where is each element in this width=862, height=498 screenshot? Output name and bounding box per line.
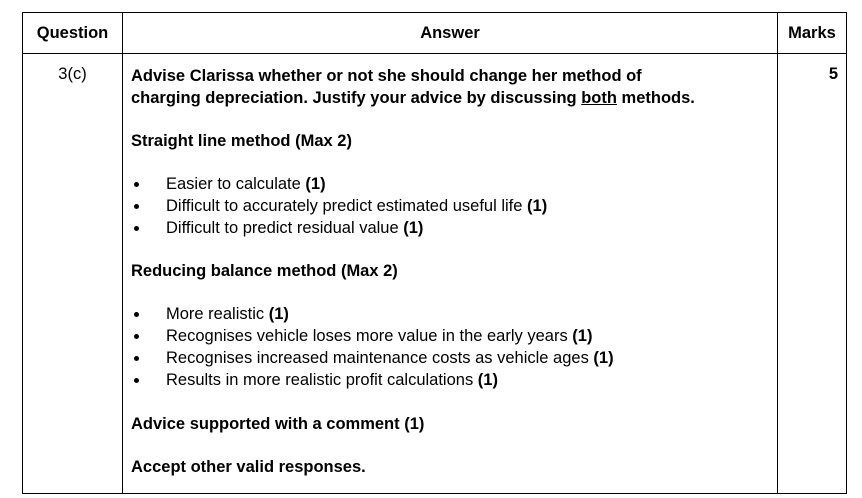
marks-value: 5 (778, 54, 847, 494)
straight-line-heading: Straight line method (Max 2) (131, 132, 352, 150)
answer-row (23, 54, 847, 494)
prompt: Advise Clarissa whether or not she should change her method of charging depreciation. Justify your advice by discussing both methods. (131, 67, 695, 107)
header-answer: Answer (123, 13, 778, 54)
question-number: 3(c) (23, 54, 123, 494)
advice-line: Advice supported with a comment (1) (131, 415, 425, 433)
reducing-balance-list (131, 303, 769, 391)
header-row (23, 13, 847, 54)
emphasis-both: both (581, 89, 617, 107)
straight-line-list (131, 173, 769, 239)
accept-line: Accept other valid responses. (131, 458, 366, 476)
list-item: More realistic (1) (131, 303, 769, 325)
header-marks: Marks (778, 13, 847, 54)
answer-cell (123, 54, 778, 494)
list-item: Difficult to accurately predict estimated useful life (1) (131, 195, 769, 217)
mark-scheme-table (22, 12, 847, 494)
list-item: Recognises increased maintenance costs as vehicle ages (1) (131, 347, 769, 369)
header-question: Question (23, 13, 123, 54)
list-item: Results in more realistic profit calculations (1) (131, 369, 769, 391)
list-item: Easier to calculate (1) (131, 173, 769, 195)
list-item: Difficult to predict residual value (1) (131, 217, 769, 239)
reducing-balance-heading: Reducing balance method (Max 2) (131, 262, 398, 280)
list-item: Recognises vehicle loses more value in the early years (1) (131, 325, 769, 347)
